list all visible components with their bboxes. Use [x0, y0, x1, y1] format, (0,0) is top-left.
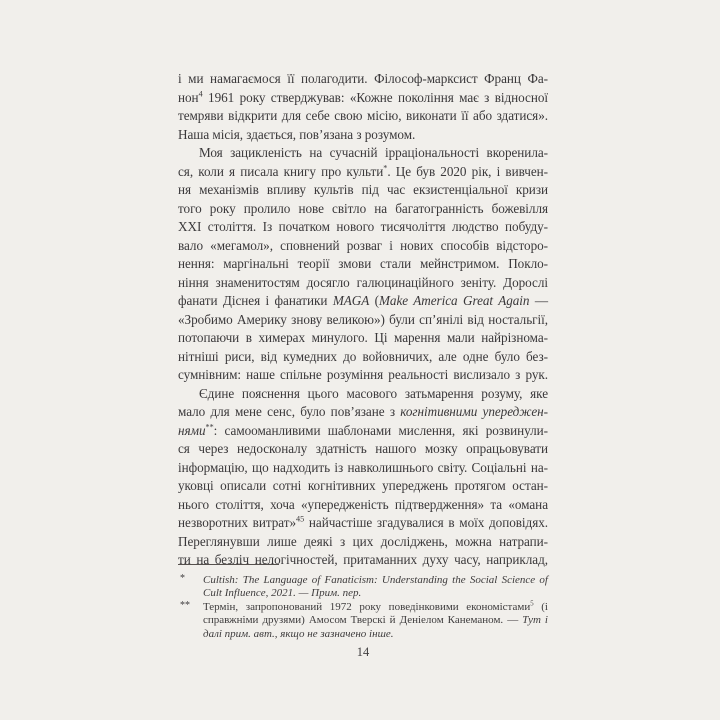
text-line: і ми намагаємося її полагодити. Філософ-марксист Франц Фа- [178, 71, 548, 86]
page-text-block [178, 70, 548, 570]
text-line: ніння знаменитостям досягло галюцинаційного зеніту. Дорослі [178, 274, 548, 290]
text-line: вало «мегамол», сповнений розваг і нових способів відсторо- [178, 237, 548, 253]
text-line: сумнівним: наше спільне розуміння реальності вислизало з рук. [178, 367, 548, 382]
text-line: потопаючи в химерах минулого. Ці марення мали найрізнома- [178, 330, 548, 345]
footnote-divider [178, 564, 279, 565]
paragraph [178, 70, 548, 144]
text-line: нього століття, хоча «упередженість підтвердження» та «омана [178, 496, 548, 512]
text-line: Єдине пояснення цього масового затьмарення розуму, яке [199, 385, 548, 401]
text-line: нями**: самооманливими шаблонами мислення, які розвинули- [178, 422, 548, 438]
text-line: XXI століття. Із початком нового тисячоліття людство побуду- [178, 219, 548, 234]
page-number: 14 [356, 645, 370, 659]
footnote-text: Термін, запропонований 1972 року поведінковими економістами$^5$ (і справжніми друзями) Амосом Тверскі й Деніелом Канеманом. — Тут і далі прим. авт., якщо не зазначено інше. [203, 600, 548, 640]
footnote-text: Cultish: The Language of Fanaticism: Understanding the Social Science of Cult Influence, 2021. — Прим. пер. [203, 574, 548, 600]
text-line: Переглянувши лише деякі з цих досліджень, можна натрапи- [178, 533, 548, 549]
text-line: темряви відкрити для себе свою місію, виконати її або здатися». [178, 108, 548, 123]
text-line: Моя зацикленість на сучасній ірраціональності вкоренила- [199, 145, 548, 160]
text-line: того року пролило нове світло на багатогранність божевілля [178, 200, 548, 216]
text-line: незворотних витрат»$^{45}$ найчастіше згадувалися в моїх доповідях. [178, 514, 549, 530]
text-line: мало для мене сенс, було пов’язане з когнітивними упереджен- [178, 404, 548, 419]
text-line: нення: маргінальні теорії змови стали мейнстримом. Покло- [178, 256, 548, 271]
text-line: «Зробимо Америку знову великою») були сп’янілі від ностальгії, [178, 311, 548, 327]
text-line: нон$^4$ 1961 року стверджував: «Кожне покоління має з відносної [178, 89, 548, 105]
footnote [178, 601, 548, 641]
footnote [178, 574, 548, 601]
text-line: ня механізмів впливу культів під час екзистенціальної кризи [178, 182, 548, 197]
footnotes [178, 564, 548, 641]
footnote-marker: ** [180, 599, 190, 611]
text-line: Наша місія, здається, пов’язана з розумом. [178, 126, 416, 142]
text-line: уковці описали сотні когнітивних упереджень протягом остан- [178, 478, 548, 493]
text-line: ся через недосконалу здатність нашого мозку опрацьовувати [178, 441, 548, 456]
text-line: ся, коли я писала книгу про культи*. Це був 2020 рік, і вивчен- [178, 163, 549, 179]
text-line: ти на безліч нелогічностей, притаманних духу часу, наприклад, [178, 552, 548, 567]
paragraph [178, 144, 548, 385]
text-line: інформацію, що надходить із навколишнього світу. Соціальні на- [178, 459, 548, 475]
text-line: фанати Діснея і фанатики MAGA (Make America Great Again — [178, 293, 549, 308]
footnote-marker: * [180, 573, 185, 584]
paragraph [178, 385, 548, 570]
text-line: нітніші риси, від кумедних до войовничих, але одне було без- [178, 348, 548, 364]
